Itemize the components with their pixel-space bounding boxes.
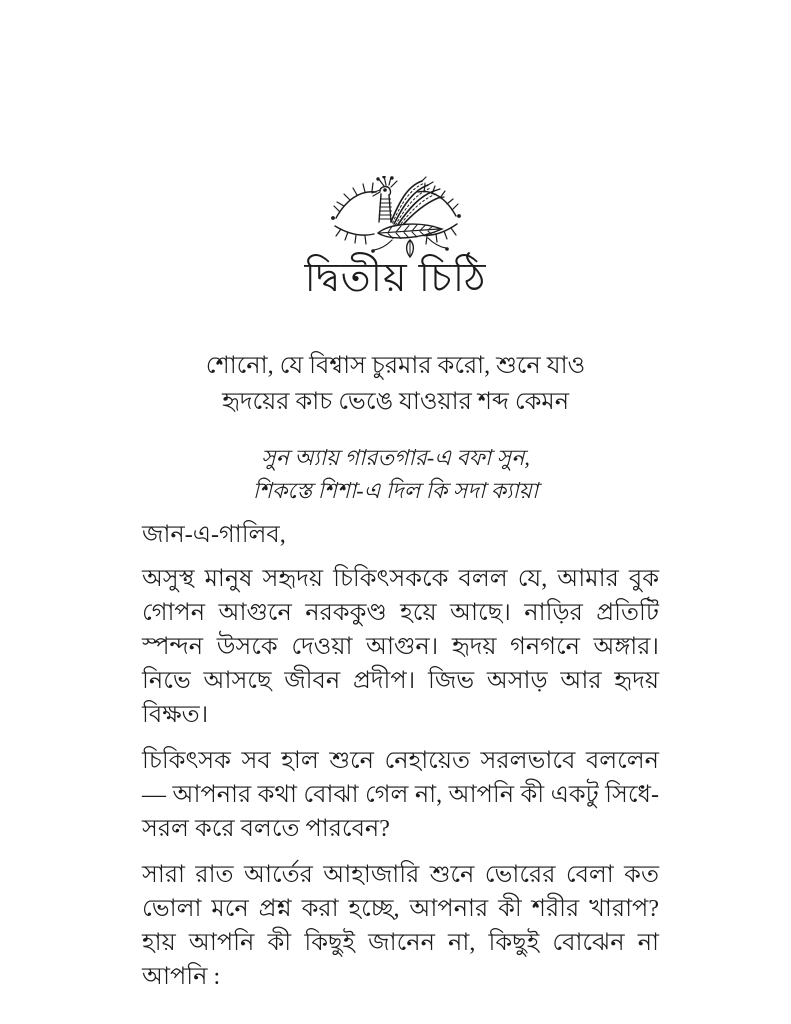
paragraph-3: সারা রাত আর্তের আহাজারি শুনে ভোরের বেলা কত ভোলা মনে প্রশ্ন করা হচ্ছে, আপনার কী শরীর খারাপ? হায় আপনি কী কিছুই জানেন না, কিছুই বোঝেন না আপনি : (142, 862, 659, 990)
couplet-line-2: শিকস্তে শিশা-এ দিল কি সদা ক্যায়া (252, 478, 539, 503)
epigraph-line-1: শোনো, যে বিশ্বাস চুরমার করো, শুনে যাও (205, 353, 586, 379)
couplet-line-1: সুন অ্যায় গারতগার-এ বফা সুন, (261, 445, 530, 470)
paragraph-2: চিকিৎসক সব হাল শুনে নেহায়েত সরলভাবে বললেন — আপনার কথা বোঝা গেল না, আপনি কী একটু সিধে-সরল করে বলতে পারবেন? (142, 748, 659, 842)
chapter-title: দ্বিতীয় চিঠি (304, 255, 487, 300)
salutation: জান-এ-গালিব, (142, 522, 286, 548)
epigraph-verse (0, 348, 791, 420)
letter-body (142, 518, 659, 1006)
paragraph-1: অসুস্থ মানুষ সহৃদয় চিকিৎসককে বলল যে, আমার বুক গোপন আগুনে নরককুণ্ড হয়ে আছে। নাড়ির প্রতিটি স্পন্দন উসকে দেওয়া আগুন। হৃদয় গনগনে অঙ্গার। নিভে আসছে জীবন প্রদীপ। জিভ অসাড় আর হৃদয় বিক্ষত। (142, 566, 659, 728)
italic-couplet (0, 441, 791, 507)
epigraph-line-2: হৃদয়ের কাচ ভেঙে যাওয়ার শব্দ কেমন (221, 389, 570, 415)
